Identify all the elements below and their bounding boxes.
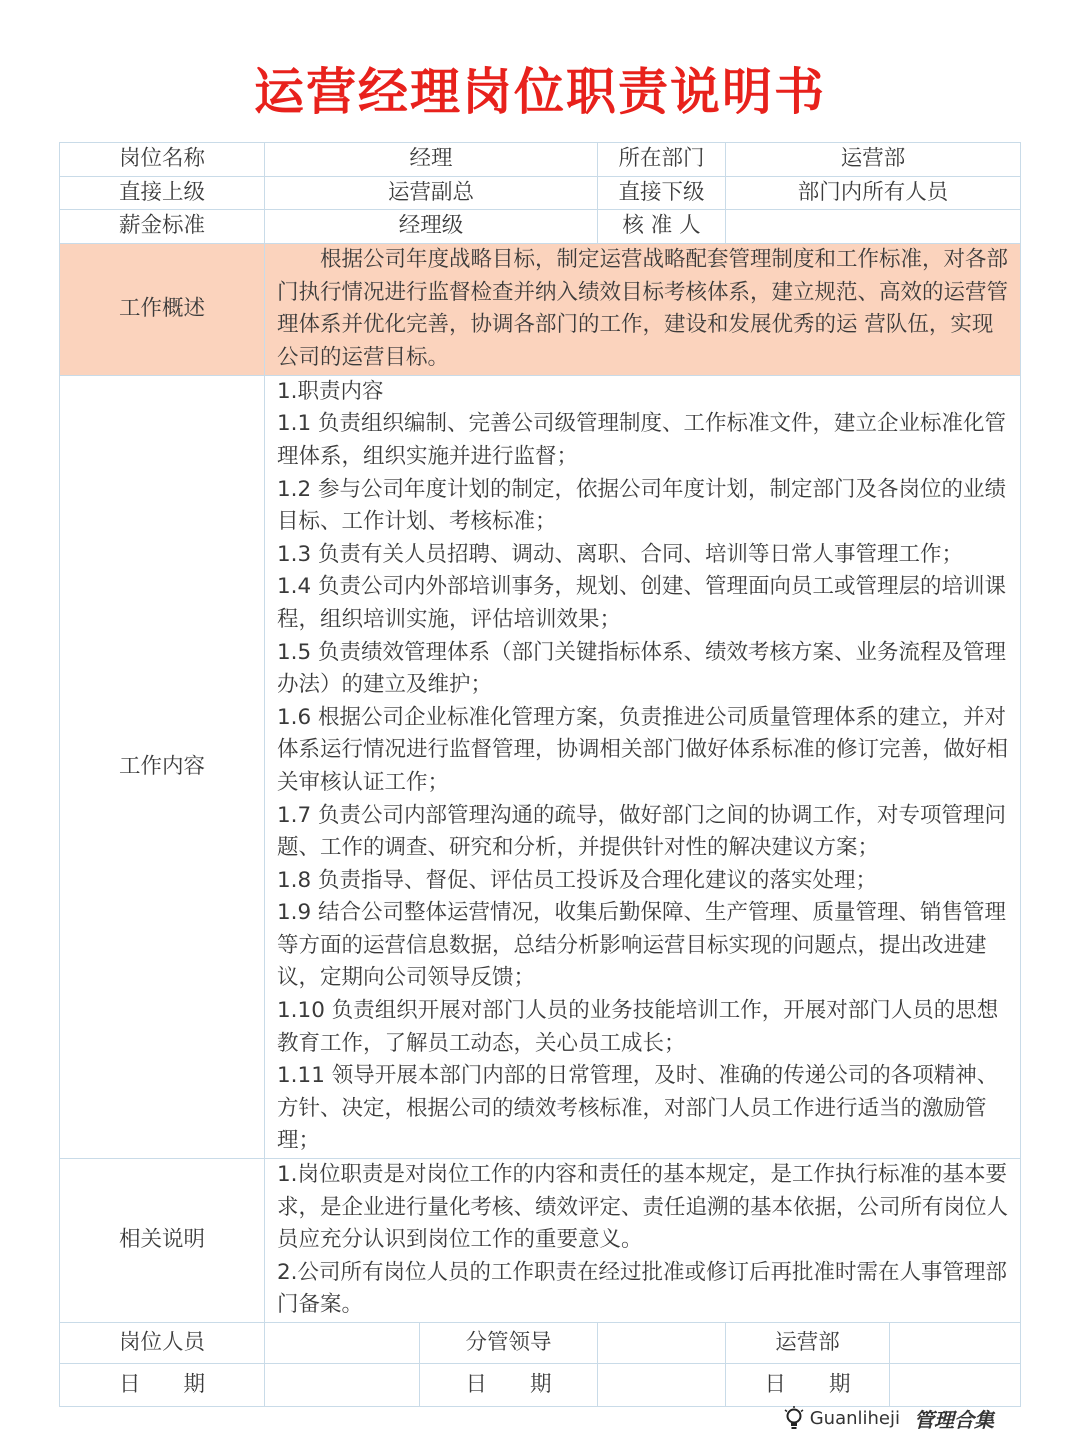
date-blank[interactable] <box>890 1364 1021 1407</box>
notes-text <box>265 1159 1021 1323</box>
field-label: 岗位名称 <box>60 143 265 177</box>
lightbulb-icon <box>784 1406 804 1432</box>
duty-item: 1.11 领导开展本部门内部的日常管理，及时、准确的传递公司的各项精神、方针、决定，根据公司的绩效考核标准，对部门人员工作进行适当的激励管理； <box>277 1063 999 1154</box>
content-heading: 1.职责内容 <box>277 378 384 404</box>
field-label: 核 准 人 <box>598 210 726 244</box>
content-row <box>60 375 1021 1158</box>
page-title: 运营经理岗位职责说明书 <box>254 63 826 121</box>
signature-label: 分管领导 <box>420 1323 598 1364</box>
watermark <box>784 1404 994 1433</box>
field-value <box>726 210 1021 244</box>
field-label: 直接下级 <box>598 176 726 210</box>
summary-label: 工作概述 <box>60 243 265 375</box>
job-description-table <box>59 142 1021 1407</box>
notes-row <box>60 1159 1021 1323</box>
duty-item: 1.2 参与公司年度计划的制定，依据公司年度计划，制定部门及各岗位的业绩目标、工作计划、考核标准； <box>277 476 1007 535</box>
duty-item: 1.8 负责指导、督促、评估员工投诉及合理化建议的落实处理； <box>277 867 878 893</box>
summary-paragraph: 根据公司年度战略目标，制定运营战略配套管理制度和工作标准，对各部门执行情况进行监督检查并纳入绩效目标考核体系，建立规范、高效的运营管理体系并优化完善，协调各部门的工作，建设和发展优秀的运 营队伍，实现公司的运营目标。 <box>277 247 1009 370</box>
date-blank[interactable] <box>265 1364 420 1407</box>
summary-text <box>265 243 1021 375</box>
date-blank[interactable] <box>598 1364 726 1407</box>
duty-item: 1.9 结合公司整体运营情况，收集后勤保障、生产管理、质量管理、销售管理等方面的运营信息数据，总结分析影响运营目标实现的问题点，提出改进建议，定期向公司领导反馈； <box>277 900 1007 991</box>
field-value: 运营副总 <box>265 176 598 210</box>
note-item: 1.岗位职责是对岗位工作的内容和责任的基本规定，是工作执行标准的基本要求，是企业进行量化考核、绩效评定、责任追溯的基本依据，公司所有岗位人员应充分认识到岗位工作的重要意义。 <box>277 1162 1009 1253</box>
field-value: 运营部 <box>726 143 1021 177</box>
signature-row <box>60 1323 1021 1364</box>
field-value: 部门内所有人员 <box>726 176 1021 210</box>
duty-item: 1.3 负责有关人员招聘、调动、离职、合同、培训等日常人事管理工作； <box>277 541 964 567</box>
duty-item: 1.5 负责绩效管理体系（部门关键指标体系、绩效考核方案、业务流程及管理办法）的建立及维护； <box>277 639 1007 698</box>
signature-blank[interactable] <box>265 1323 420 1364</box>
field-value: 经理级 <box>265 210 598 244</box>
table-row <box>60 143 1021 177</box>
signature-label: 运营部 <box>726 1323 890 1364</box>
duty-item: 1.4 负责公司内外部培训事务，规划、创建、管理面向员工或管理层的培训课程，组织培训实施，评估培训效果； <box>277 574 1007 632</box>
duty-item: 1.1 负责组织编制、完善公司级管理制度、工作标准文件，建立企业标准化管理体系，组织实施并进行监督； <box>277 411 1007 469</box>
table-row <box>60 210 1021 244</box>
duty-item: 1.10 负责组织开展对部门人员的业务技能培训工作，开展对部门人员的思想教育工作，了解员工动态，关心员工成长； <box>277 998 999 1056</box>
note-item: 2.公司所有岗位人员的工作职责在经过批准或修订后再批准时需在人事管理部门备案。 <box>277 1259 1008 1318</box>
field-label: 薪金标准 <box>60 210 265 244</box>
date-row <box>60 1364 1021 1407</box>
date-label: 日 期 <box>726 1364 890 1407</box>
field-value: 经理 <box>265 143 598 177</box>
notes-label: 相关说明 <box>60 1159 265 1323</box>
duty-item: 1.6 根据公司企业标准化管理方案，负责推进公司质量管理体系的建立，并对体系运行情况进行监督管理，协调相关部门做好体系标准的修订完善，做好相关审核认证工作； <box>277 704 1009 795</box>
field-label: 直接上级 <box>60 176 265 210</box>
date-label: 日 期 <box>420 1364 598 1407</box>
table-row <box>60 176 1021 210</box>
content-label: 工作内容 <box>60 375 265 1158</box>
summary-row <box>60 243 1021 375</box>
field-label: 所在部门 <box>598 143 726 177</box>
duty-item: 1.7 负责公司内部管理沟通的疏导，做好部门之间的协调工作，对专项管理问题、工作的调查、研究和分析，并提供针对性的解决建议方案； <box>277 802 1007 861</box>
date-label: 日 期 <box>60 1364 265 1407</box>
signature-label: 岗位人员 <box>60 1323 265 1364</box>
signature-blank[interactable] <box>890 1323 1021 1364</box>
signature-blank[interactable] <box>598 1323 726 1364</box>
brand-cn: 管理合集 <box>914 1408 994 1432</box>
brand-en: Guanliheji <box>809 1408 900 1429</box>
content-text <box>265 375 1021 1158</box>
